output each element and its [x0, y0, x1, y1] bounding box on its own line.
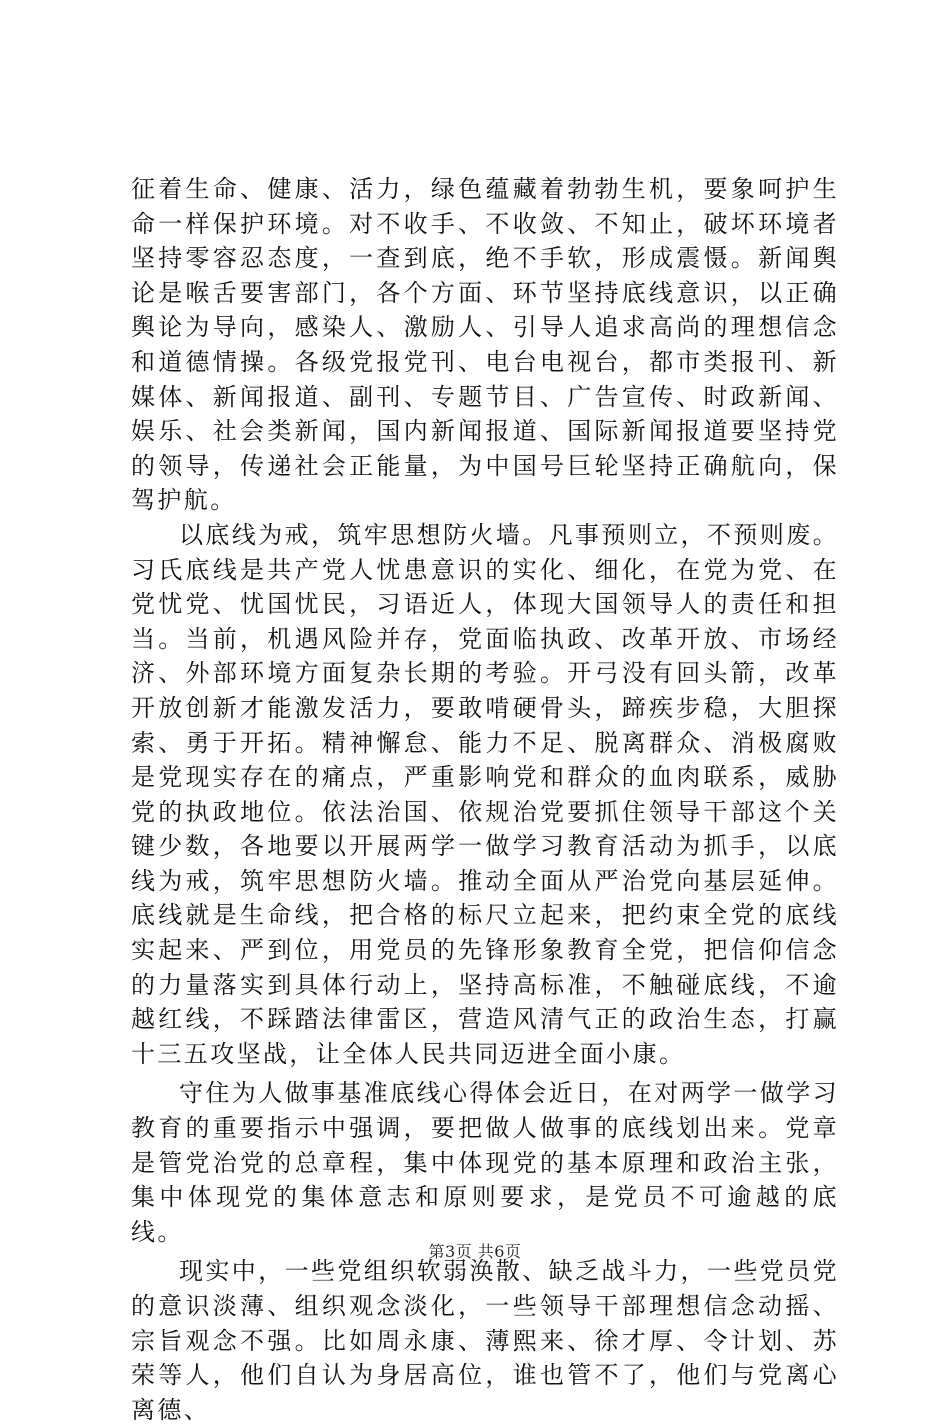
paragraph-3: 守住为人做事基准底线心得体会近日，在对两学一做学习教育的重要指示中强调，要把做人做事的底线划出来。党章是管党治党的总章程，集中体现党的基本原理和政治主张，集中体现党的集体意志和原则要求，是党员不可逾越的底线。 — [131, 1079, 839, 1246]
paragraph-1: 征着生命、健康、活力，绿色蕴藏着勃勃生机，要象呵护生命一样保护环境。对不收手、不收敛、不知止，破坏环境者坚持零容忍态度，一查到底，绝不手软，形成震慑。新闻舆论是喉舌要害部门，各个方面、环节坚持底线意识，以正确舆论为导向，感染人、激励人、引导人追求高尚的理想信念和道德情操。各级党报党刊、电台电视台，都市类报刊、新媒体、新闻报道、副刊、专题节目、广告宣传、时政新闻、娱乐、社会类新闻，国内新闻报道、国际新闻报道要坚持党的领导，传递社会正能量，为中国号巨轮坚持正确航向，保驾护航。 — [131, 175, 839, 515]
paragraph-4: 现实中，一些党组织软弱涣散、缺乏战斗力，一些党员党的意识淡薄、组织观念淡化，一些领导干部理想信念动摇、宗旨观念不强。比如周永康、薄熙来、徐才厚、令计划、苏荣等人，他们自认为身居高位，谁也管不了，他们与党离心离德、 — [131, 1257, 839, 1424]
document-body — [131, 172, 839, 1427]
paragraph-2: 以底线为戒，筑牢思想防火墙。凡事预则立，不预则废。习氏底线是共产党人忧患意识的实化、细化，在党为党、在党忧党、忧国忧民，习语近人，体现大国领导人的责任和担当。当前，机遇风险并存，党面临执政、改革开放、市场经济、外部环境方面复杂长期的考验。开弓没有回头箭，改革开放创新才能激发活力，要敢啃硬骨头，蹄疾步稳，大胆探索、勇于开拓。精神懈怠、能力不足、脱离群众、消极腐败是党现实存在的痛点，严重影响党和群众的血肉联系，威胁党的执政地位。依法治国、依规治党要抓住领导干部这个关键少数，各地要以开展两学一做学习教育活动为抓手，以底线为戒，筑牢思想防火墙。推动全面从严治党向基层延伸。底线就是生命线，把合格的标尺立起来，把约束全党的底线实起来、严到位，用党员的先锋形象教育全党，把信仰信念的力量落实到具体行动上，坚持高标准，不触碰底线，不逾越红线，不踩踏法律雷区，营造风清气正的政治生态，打赢十三五攻坚战，让全体人民共同迈进全面小康。 — [131, 520, 839, 1068]
page-footer: 第3页 共6页 — [428, 1242, 522, 1261]
